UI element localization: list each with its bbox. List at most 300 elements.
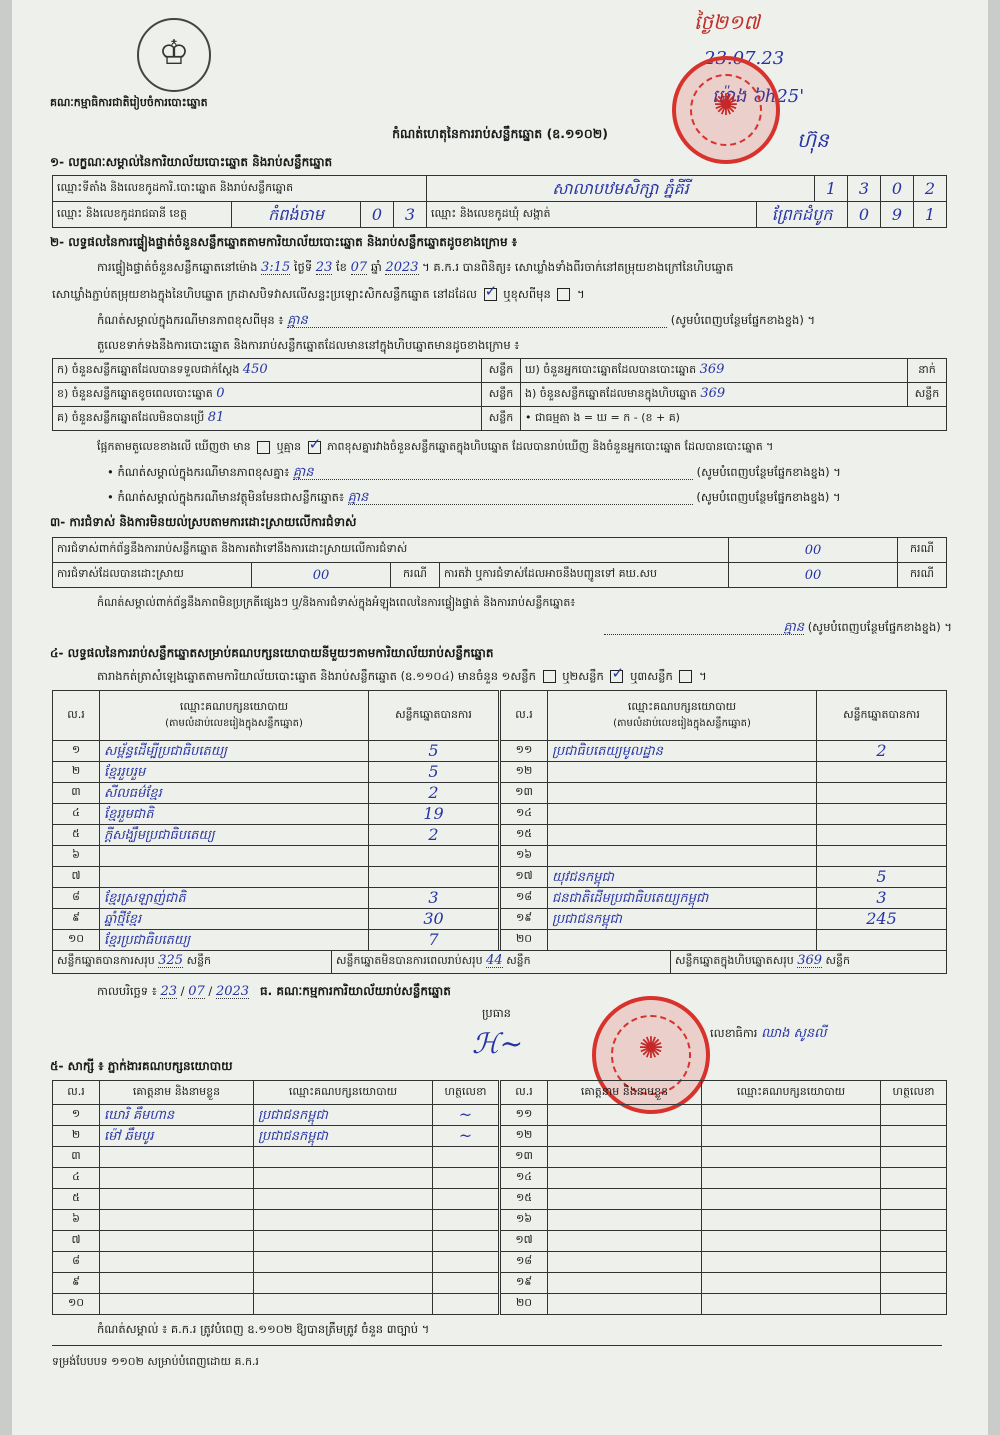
sheet-count-text: តារាងកត់ត្រាសំឡេងឆ្នោតតាមការិយាល័យបោះឆ្នោត និងរាប់សន្លឹកឆ្នោត (ឧ.១១០៤) មានចំនួន ១សន្លឹក [97,669,536,683]
complaints-table [52,537,947,588]
witness-row-party [702,1210,881,1231]
witness-row-party [254,1147,433,1168]
row-ng-unit: សន្លឹក [908,383,947,407]
form-sheet [12,0,988,1435]
vote-row-votes [817,783,947,804]
vote-row [501,783,947,804]
col-name: គោត្តនាម និងនាមខ្លួន [100,1081,254,1105]
witness-row [53,1189,499,1210]
complaints-row1-value: 00 [729,538,898,563]
bullet1-label: • កំណត់សម្គាល់ក្នុងករណីមានភាពខុសគ្នា៖ [107,465,290,479]
total-valid-label: សន្លឹកឆ្នោតបានការសរុប [57,954,155,967]
witness-row-party [702,1231,881,1252]
witness-row [53,1273,499,1294]
row-k-value: 450 [242,361,268,377]
col-votes: សន្លឹកឆ្នោតបានការ [817,691,947,741]
formula: • ជាធម្មតា ង = ឃ = ក - (ខ + គ) [521,407,947,431]
vote-row-votes [817,762,947,783]
witness-table-left [52,1080,499,1315]
witness-row-no: ១៣ [501,1147,548,1168]
province-code-2: 3 [394,202,427,228]
section2-title: ២- លទ្ធផលនៃការផ្ទៀងផ្ទាត់ចំនួនសន្លឹកឆ្នោតតាមការិយាល័យបោះឆ្នោត និងរាប់សន្លឹកឆ្នោតដូចខាងក្រោម ៖ [50,235,518,249]
witness-row-name [548,1231,702,1252]
vote-row-party: ខ្មែរស្រឡាញ់ជាតិ [100,888,369,909]
vote-row-no: ២ [53,762,100,783]
vote-row [53,825,499,846]
witness-row-party [702,1126,881,1147]
vote-row-party [548,930,817,951]
witness-row-no: ៨ [53,1252,100,1273]
witness-row-name [548,1189,702,1210]
vote-row-no: ៥ [53,825,100,846]
row-y-label: ឃ) ចំនួនអ្នកបោះឆ្នោតដែលបានបោះឆ្នោត [525,362,697,376]
vote-row-no: ១៨ [501,888,548,909]
witness-row-party [702,1105,881,1126]
province-label: ឈ្មោះ និងលេខកូដរាជធានី ខេត្ត [53,202,232,228]
official-stamp-top [672,56,780,164]
witness-row-signature [881,1252,947,1273]
witness-row-name [548,1273,702,1294]
irregularity-note-line [52,620,952,637]
witness-row-signature [881,1105,947,1126]
row-kh-label: ខ) ចំនួនសន្លឹកឆ្នោតខូចពេលបោះឆ្នោត [57,386,213,400]
section4-subtitle [97,669,957,686]
col-party: ឈ្មោះគណបក្សនយោបាយ [179,700,289,713]
witness-row-party [254,1252,433,1273]
hw-top-2: 23.07.23 [704,48,785,69]
row-kh-value: 0 [216,385,225,401]
complaints-row3-value: 00 [729,563,898,588]
vote-row [501,762,947,783]
vote-row-no: ១៧ [501,867,548,888]
vote-row [501,825,947,846]
vote-row-party: សម្ព័ន្ធដើម្បីប្រជាធិបតេយ្យ [100,741,369,762]
witness-row-party [702,1294,881,1315]
compare-text-a: ផ្អែកតាមតួលេខខាងលើ ឃើញថា មាន [97,440,251,453]
witness-row-party [702,1147,881,1168]
vote-row [53,867,499,888]
section1-title: ១- លក្ខណៈសម្គាល់នៃការិយាល័យបោះឆ្នោត និងរាប់សន្លឹកឆ្នោត [50,155,333,169]
witness-row-name [548,1126,702,1147]
witness-row-no: ១៨ [501,1252,548,1273]
vote-row-party [548,825,817,846]
date-label: កាលបរិច្ឆេទ ៖ [97,984,157,998]
witness-row [501,1105,947,1126]
witness-row-signature [433,1252,499,1273]
bullet2-value: គ្មាន [348,491,693,505]
witness-row-signature: ~ [433,1126,499,1147]
vote-row-votes: 2 [817,741,947,762]
witness-row-name [548,1210,702,1231]
vote-row [53,783,499,804]
col-name: គោត្តនាម និងនាមខ្លួន [548,1081,702,1105]
vote-row-no: ១៦ [501,846,548,867]
witness-row-no: ៤ [53,1168,100,1189]
section5-title: ៥- សាក្សី ៖ ភ្នាក់ងារគណបក្សនយោបាយ [50,1059,233,1073]
has-difference-checkbox[interactable] [257,441,270,454]
station-code-3: 0 [881,176,914,202]
witness-row [501,1126,947,1147]
verification-text-c: ខែ [336,260,347,274]
verification-line-2 [52,287,952,304]
hw-top-1: ថ្ងៃ២១៧ [694,10,760,34]
vote-row-votes: 19 [369,804,499,825]
changed-label: ឬខុសពីមុន [503,287,551,301]
vote-row-party: ប្រជាធិបតេយ្យមូលដ្ឋាន [548,741,817,762]
vote-row [53,888,499,909]
vote-row-votes: 245 [817,909,947,930]
witness-row-party [702,1168,881,1189]
irregularity-note-value: គ្មាន [604,621,804,635]
witness-row-name: ឃោរិ គឹមហាន [100,1105,254,1126]
witness-row-name [100,1168,254,1189]
vote-row-votes: 30 [369,909,499,930]
three-sheet-checkbox[interactable] [679,670,692,683]
vote-row [501,804,947,825]
station-code-2: 3 [848,176,881,202]
col-votes: សន្លឹកឆ្នោតបានការ [369,691,499,741]
witness-row-no: ១៩ [501,1273,548,1294]
witness-row-no: ១១ [501,1105,548,1126]
verification-line-1 [97,260,977,277]
witness-row-signature [433,1231,499,1252]
witness-row-signature [881,1189,947,1210]
vote-row-votes: 2 [369,783,499,804]
col-party: ឈ្មោះគណបក្សនយោបាយ [627,700,737,713]
witness-row-name [548,1105,702,1126]
witness-row-no: ៣ [53,1147,100,1168]
witness-row [501,1294,947,1315]
witness-row-no: ១០ [53,1294,100,1315]
witness-row-signature [433,1210,499,1231]
verification-day: 23 [315,260,333,275]
row-g-label: គ) ចំនួនសន្លឹកឆ្នោតដែលមិនបានប្រើ [57,410,205,424]
station-code-4: 2 [914,176,947,202]
col-no: ល.រ [53,691,100,741]
col-sign: ហត្ថលេខា [433,1081,499,1105]
station-label: ឈ្មោះទីតាំង និងលេខកូដការិ.បោះឆ្នោត និងរាប់សន្លឹកឆ្នោត [53,176,427,202]
hw-top-4: ហ៊ុន [797,128,829,152]
col-party: ឈ្មោះគណបក្សនយោបាយ [254,1081,433,1105]
vote-row [501,930,947,951]
vote-row [53,930,499,951]
witness-row-party [254,1231,433,1252]
vote-row-no: ៨ [53,888,100,909]
vote-row-party [548,762,817,783]
verification-text-e: ។ គ.ក.រ បានពិនិត្យ៖ សោឃ្លាំងទាំងពីរចាក់នៅតម្រុយខាងក្រៅនៃហិបឆ្នោត [422,260,734,274]
vote-row [53,846,499,867]
bullet1-fill: (សូមបំពេញបន្ថែមផ្នែកខាងខ្នង) ។ [696,465,841,479]
total-box-label: សន្លឹកឆ្នោតក្នុងហិបឆ្នោតសរុប [675,954,794,967]
witness-row-no: ១៤ [501,1168,548,1189]
witness-row-no: ១២ [501,1126,548,1147]
vote-row-votes [817,825,947,846]
vote-row-no: ១២ [501,762,548,783]
row-y-value: 369 [699,361,725,377]
witness-row-party [254,1168,433,1189]
col-no: ល.រ [501,691,548,741]
changed-checkbox[interactable] [557,288,570,301]
witness-row-party: ប្រជាជនកម្ពុជា [254,1126,433,1147]
vote-row [53,762,499,783]
compare-text-c: ភាពខុសគ្នារវាងចំនួនសន្លឹកឆ្នោតក្នុងហិបឆ្នោត ដែលបានរាប់ឃើញ និងចំនួនអ្នកបោះឆ្នោត ដែលបានបោះឆ្នោត ។ [327,440,774,453]
one-sheet-checkbox[interactable] [543,670,556,683]
row-k-label: ក) ចំនួនសន្លឹកឆ្នោតដែលបានទទួលជាក់ស្តែង [57,362,240,376]
witness-row-party [254,1294,433,1315]
vote-row-party: ខ្មែររួមជាតិ [100,804,369,825]
ballot-count-table [52,358,947,431]
vote-row-party [100,846,369,867]
col-party: ឈ្មោះគណបក្សនយោបាយ [702,1081,881,1105]
votes-table-left [52,690,499,951]
witness-row-signature [881,1210,947,1231]
period: ។ [699,669,707,683]
row-g-unit: សន្លឹក [482,407,521,431]
vote-row-party [548,804,817,825]
complaints-row2-label: ការជំទាស់ដែលបានដោះស្រាយ [53,563,252,588]
section4-title: ៤- លទ្ធផលនៃការរាប់សន្លឹកឆ្នោតសម្រាប់គណបក្សនយោបាយនីមួយៗតាមការិយាល័យរាប់សន្លឹកឆ្នោត [50,646,494,660]
vote-row-party: ខ្មែររួបរួម [100,762,369,783]
vote-row-votes: 3 [369,888,499,909]
witness-row-party [254,1273,433,1294]
vote-row-votes: 3 [817,888,947,909]
province-code-1: 0 [361,202,394,228]
col-no: ល.រ [501,1081,548,1105]
nec-logo: ♔ [137,18,211,92]
vote-row-votes [369,846,499,867]
witness-row-no: ១ [53,1105,100,1126]
bullet-difference [107,465,967,482]
vote-row [501,846,947,867]
witness-row-no: ៩ [53,1273,100,1294]
witness-row-name [100,1252,254,1273]
witness-row [501,1147,947,1168]
seal-text: សោឃ្លាំងភ្ជាប់តម្រុយខាងក្នុងនៃហិបឆ្នោត ក្រដាសបិទវាសលើសន្ទះប្រឡោះសិកសន្លឹកឆ្នោត នៅដដែល [52,287,477,301]
vote-row-no: ៧ [53,867,100,888]
witness-row-no: ១៥ [501,1189,548,1210]
verification-year: 2023 [385,260,419,275]
witness-row-party: ប្រជាជនកម្ពុជា [254,1105,433,1126]
witness-row-signature [881,1147,947,1168]
witness-row-name: ម៉ៅ ឆឹមបូរ [100,1126,254,1147]
total-box-value: 369 [797,953,823,968]
secretary-line [710,1026,827,1043]
complaints-row1-label: ការជំទាស់ពាក់ព័ន្ធនឹងការរាប់សន្លឹកឆ្នោត និងការតវ៉ាទៅនឹងការដោះស្រាយលើការជំទាស់ [53,538,729,563]
witness-row [501,1168,947,1189]
hw-top-3: ម៉ោង ៦h25' [712,86,805,107]
commune-label: ឈ្មោះ និងលេខកូដឃុំ សង្កាត់ [427,202,757,228]
witness-row-no: ៧ [53,1231,100,1252]
witness-row-signature [881,1273,947,1294]
witness-row-no: ៥ [53,1189,100,1210]
irregularity-note: កំណត់សម្គាល់ពាក់ព័ន្ធនឹងភាពមិនប្រក្រតីផ្សេងៗ ឬ/និងការជំទាស់ក្នុងអំឡុងពេលនៃការផ្ទៀងផ្ទាត់ និងការរាប់សន្លឹកឆ្នោត៖ [97,596,576,609]
vote-row-votes [817,846,947,867]
difference-note-label: កំណត់សម្គាល់ក្នុងករណីមានភាពខុសពីមុន ៖ [97,313,284,327]
vote-row-no: ១០ [53,930,100,951]
witness-row [53,1126,499,1147]
ballot-intro: តួលេខទាក់ទងនឹងការបោះឆ្នោត និងការរាប់សន្លឹកឆ្នោតដែលមាននៅក្នុងហិបឆ្នោតមានដូចខាងក្រោម ៖ [97,338,520,352]
verification-text-d: ឆ្នាំ [370,260,382,274]
difference-note [97,313,957,330]
witness-row-name [100,1189,254,1210]
vote-row-no: ១៥ [501,825,548,846]
vote-row-party: យុវជនកម្ពុជា [548,867,817,888]
vote-row-no: ៦ [53,846,100,867]
col-no: ល.រ [53,1081,100,1105]
vote-row-party: ខ្មែរប្រជាធិបតេយ្យ [100,930,369,951]
no-difference-checkbox[interactable] [308,441,321,454]
witness-row-signature [433,1147,499,1168]
col-party-sub: (តាមលំដាប់លេខរៀងក្នុងសន្លឹកឆ្នោត) [165,718,303,729]
vote-row-no: ៩ [53,909,100,930]
bullet-foreign [107,490,967,507]
two-sheet-label: ឬ២សន្លឹក [562,669,604,683]
org-name: គណៈកម្មាធិការជាតិរៀបចំការបោះឆ្នោត [50,96,208,109]
vote-row [501,888,947,909]
commune-code-1: 0 [848,202,881,228]
complaints-row1-unit: ករណី [898,538,947,563]
witness-row-party [702,1189,881,1210]
vote-row-party [100,867,369,888]
verification-time: 3:15 [261,260,291,275]
compare-line [97,440,977,456]
complaints-row3-unit: ករណី [898,563,947,588]
witness-table-right [500,1080,947,1315]
three-sheet-label: ឬ៣សន្លឹក [630,669,673,683]
vote-row [53,741,499,762]
witness-row [53,1210,499,1231]
unchanged-checkbox[interactable] [484,288,497,301]
difference-note-value: គ្មាន [287,314,667,328]
vote-row-no: ៤ [53,804,100,825]
col-sign: ហត្ថលេខា [881,1081,947,1105]
witness-row-name [100,1294,254,1315]
witness-row [53,1252,499,1273]
votes-table-right [500,690,947,951]
station-code-1: 1 [815,176,848,202]
witness-row-name [100,1231,254,1252]
witness-row-signature [433,1273,499,1294]
witness-row-name [548,1168,702,1189]
witness-row-no: ១៧ [501,1231,548,1252]
witness-row-name [100,1147,254,1168]
witness-row-name [548,1252,702,1273]
witness-row-no: ២ [53,1126,100,1147]
vote-row-no: ១១ [501,741,548,762]
commune-name: ព្រែកដំបូក [757,202,848,228]
vote-row-votes: 5 [369,741,499,762]
committee-label: ធ. គណៈកម្មការការិយាល័យរាប់សន្លឹកឆ្នោត [260,984,451,998]
witness-row [501,1189,947,1210]
date-year: 2023 [215,984,250,999]
row-kh-unit: សន្លឹក [482,383,521,407]
total-invalid-label: សន្លឹកឆ្នោតមិនបានការពេលរាប់សរុប [336,954,483,967]
bullet2-label: • កំណត់សម្គាល់ក្នុងករណីមានវត្ថុមិនមែនជាសន្លឹកឆ្នោត៖ [107,490,345,504]
vote-row-votes: 5 [369,762,499,783]
witness-row-party [254,1210,433,1231]
bullet1-value: គ្មាន [293,466,693,480]
vote-row-votes: 5 [817,867,947,888]
secretary-name: ឈាង សូនលី [761,1026,827,1041]
vote-row [501,909,947,930]
witness-row-no: ៦ [53,1210,100,1231]
station-info-table [52,175,947,228]
unit: សន្លឹក [506,954,531,967]
vote-row-party: ជនជាតិដើមប្រជាធិបតេយ្យកម្ពុជា [548,888,817,909]
vote-row [53,909,499,930]
witness-row [501,1273,947,1294]
witness-row-name [548,1147,702,1168]
unit: សន្លឹក [825,954,850,967]
vote-row-party: ប្រជាជនកម្ពុជា [548,909,817,930]
witness-row-signature [881,1231,947,1252]
vote-row-votes [817,930,947,951]
witness-row-signature [433,1189,499,1210]
witness-row [501,1252,947,1273]
irregularity-note-fill: (សូមបំពេញបន្ថែមផ្នែកខាងខ្នង) ។ [807,620,952,634]
footer-divider [52,1345,942,1346]
witness-row-name [100,1210,254,1231]
witness-row-signature: ~ [433,1105,499,1126]
complaints-row3-label: ការតវ៉ា ឬការជំទាស់ដែលអាចនឹងបញ្ជូនទៅ គឃ.សប [440,563,729,588]
witness-row-signature [881,1126,947,1147]
witness-row-signature [433,1168,499,1189]
total-invalid-value: 44 [486,953,503,968]
bullet2-fill: (សូមបំពេញបន្ថែមផ្នែកខាងខ្នង) ។ [696,490,841,504]
witness-row-signature [881,1168,947,1189]
vote-row [53,804,499,825]
two-sheet-checkbox[interactable] [610,670,623,683]
vote-row-no: ១ [53,741,100,762]
secretary-label: លេខាធិការ [710,1026,758,1040]
vote-row-no: ៣ [53,783,100,804]
total-valid-value: 325 [158,953,184,968]
witness-row-party [702,1273,881,1294]
vote-row-party: ក្តីសង្ឃឹមប្រជាធិបតេយ្យ [100,825,369,846]
witness-row-signature [433,1294,499,1315]
row-k-unit: សន្លឹក [482,359,521,383]
votes-totals [52,950,947,974]
witness-row-name [548,1294,702,1315]
president-label: ប្រធាន [482,1006,511,1020]
vote-row-party: ឆ្នាំថ្មីខ្មែរ [100,909,369,930]
verification-text-b: ថ្ងៃទី [293,260,313,274]
commune-code-3: 1 [914,202,947,228]
vote-row-votes [369,867,499,888]
witness-row [501,1210,947,1231]
station-name: សាលាបឋមសិក្សា ភ្នំគីរី [427,176,815,202]
province-name: កំពង់ចាម [232,202,361,228]
witness-row [501,1231,947,1252]
vote-row-no: ១៩ [501,909,548,930]
row-g-value: 81 [207,409,225,425]
witness-row [53,1168,499,1189]
date-line: កាលបរិច្ឆេទ ៖ 23 / 07 / 2023 ធ. គណៈកម្មការការិយាល័យរាប់សន្លឹកឆ្នោត [97,984,451,999]
complaints-row2-unit: ករណី [391,563,440,588]
form-title: កំណត់ហេតុនៃការរាប់សន្លឹកឆ្នោត (ឧ.១១០២) [392,126,608,141]
vote-row-votes: 7 [369,930,499,951]
row-ng-value: 369 [700,385,726,401]
row-ng-label: ង) ចំនួនសន្លឹកឆ្នោតដែលមានក្នុងហិបឆ្នោត [525,386,697,400]
vote-row [501,741,947,762]
section3-title: ៣- ការជំទាស់ និងការមិនយល់ស្របតាមការដោះស្រាយលើការជំទាស់ [50,515,357,529]
witness-row-party [702,1252,881,1273]
verification-month: 07 [350,260,368,275]
vote-row-no: ១៣ [501,783,548,804]
commune-code-2: 9 [881,202,914,228]
witness-row [53,1147,499,1168]
date-month: 07 [188,984,205,999]
